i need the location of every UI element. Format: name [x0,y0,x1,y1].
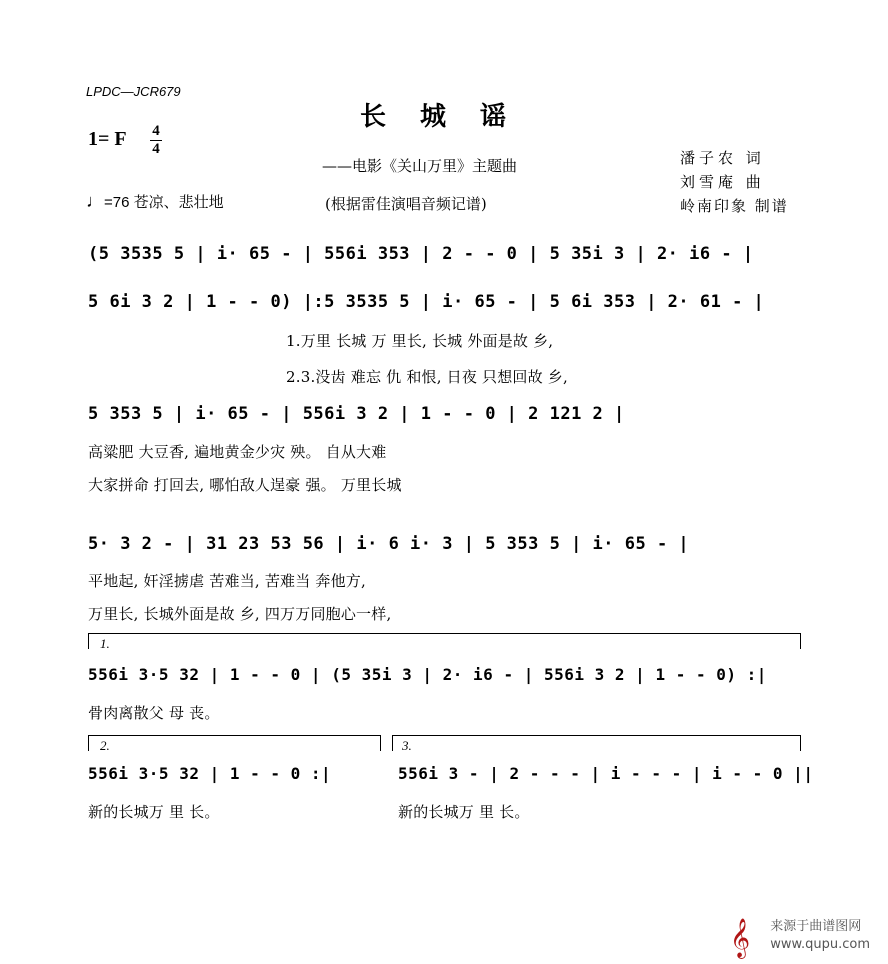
composer-credit: 刘雪庵 曲 [680,173,765,191]
lyric-line-3b: 大家拼命 打回去, 哪怕敌人逞豪 强。 万里长城 [88,476,402,494]
ending-3-label: 3. [402,738,412,753]
lyric-line-2a: 1.万里 长城 万 里长, 长城 外面是故 乡, [286,332,554,350]
ending-1-bracket [88,633,800,634]
ending-2-bracket-right [380,735,381,751]
treble-clef-icon: 𝄞 [730,918,751,958]
ending-1-label: 1. [100,636,110,651]
subtitle: ——电影《关山万里》主题曲 [322,157,518,175]
lyric-line-4a: 平地起, 奸淫掳虐 苦难当, 苦难当 奔他方, [88,572,366,590]
ending-3-bracket-right [800,735,801,751]
quarter-note-icon: ♩ [86,191,104,211]
key-signature: 1= F [88,128,127,150]
ending-1-bracket-left [88,633,89,649]
ending-1-bracket-right [800,633,801,649]
ending-3-bracket-left [392,735,393,751]
lyric-line-6b: 新的长城万 里 长。 [398,803,530,821]
lyric-line-5: 骨肉离散父 母 丧。 [88,704,220,722]
lyric-line-4b: 万里长, 长城外面是故 乡, 四万万同胞心一样, [88,605,392,623]
time-signature [150,124,162,157]
page-title: 长城谣 [359,102,540,132]
lyric-line-6a: 新的长城万 里 长。 [88,803,220,821]
time-signature-bottom: 4 [152,141,160,157]
lyric-line-2b: 2.3.没齿 难忘 仇 和恨, 日夜 只想回故 乡, [286,368,568,386]
lyric-line-3a: 高粱肥 大豆香, 遍地黄金少灾 殃。 自从大难 [88,443,387,461]
watermark-line-2: www.qupu.com [770,937,870,952]
score-line-6b: 556i 3 - | 2 - - - | i - - - | i - - 0 || [398,764,814,783]
tempo-marking [86,191,224,212]
time-signature-top: 4 [152,123,160,139]
ending-2-bracket [88,735,380,736]
lyricist-credit: 潘子农 词 [680,149,765,167]
tempo-text: =76 苍凉、悲壮地 [104,194,224,211]
score-line-6a: 556i 3·5 32 | 1 - - 0 :| [88,764,332,783]
score-line-1: (5 3535 5 | i· 65 - | 556i 353 | 2 - - 0 | 5 35i 3 | 2· i6 - | [88,244,754,264]
score-line-3: 5 353 5 | i· 65 - | 556i 3 2 | 1 - - 0 | 2 121 2 | [88,404,625,424]
score-code: LPDC—JCR679 [86,84,181,99]
ending-2-bracket-left [88,735,89,751]
score-line-4: 5· 3 2 - | 31 23 53 56 | i· 6 i· 3 | 5 353 5 | i· 65 - | [88,534,690,554]
arranger-credit: 岭南印象 制谱 [680,197,789,215]
watermark-line-1: 来源于曲谱图网 [770,919,862,934]
watermark [770,918,870,954]
source-note: (根据雷佳演唱音频记谱) [325,195,487,213]
score-line-5: 556i 3·5 32 | 1 - - 0 | (5 35i 3 | 2· i6 - | 556i 3 2 | 1 - - 0) :| [88,665,767,684]
score-line-2: 5 6i 3 2 | 1 - - 0) |:5 3535 5 | i· 65 - | 5 6i 353 | 2· 61 - | [88,292,765,312]
ending-3-bracket [392,735,800,736]
ending-2-label: 2. [100,738,110,753]
